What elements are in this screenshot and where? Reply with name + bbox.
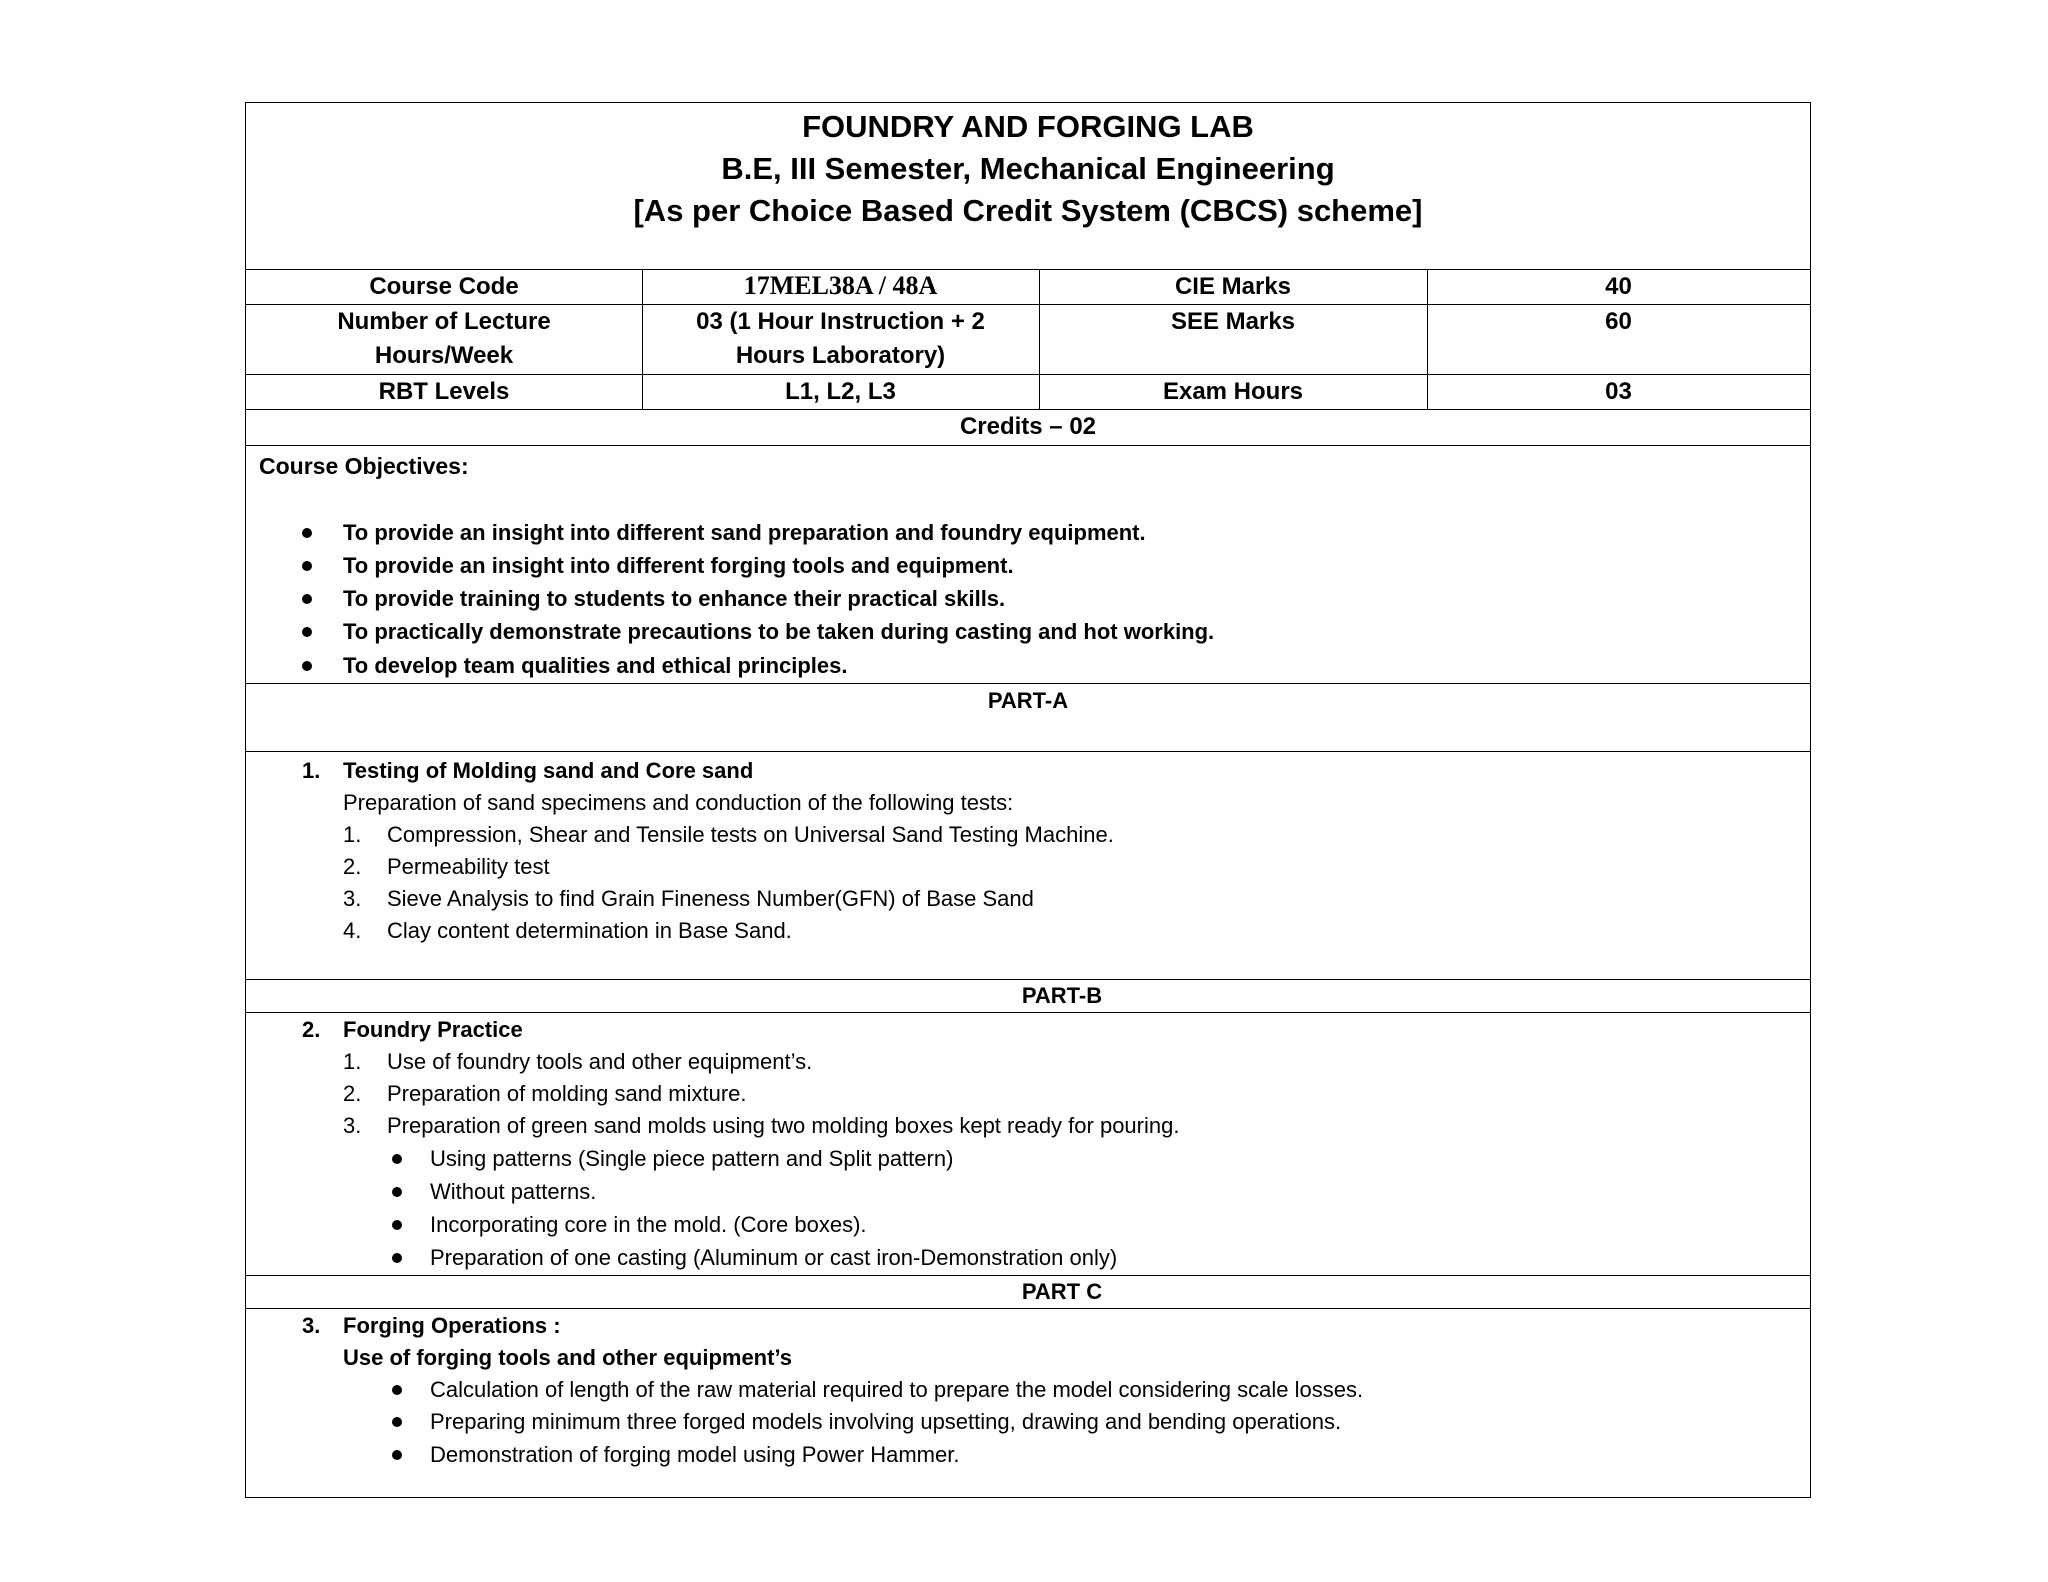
sub-item: Preparation of one casting (Aluminum or cast iron-Demonstration only) xyxy=(430,1245,1118,1270)
forging-item: Demonstration of forging model using Power Hammer. xyxy=(430,1442,960,1467)
lecture-hours-value-1: 03 (1 Hour Instruction + 2 xyxy=(696,308,985,335)
divider xyxy=(246,1275,1810,1276)
section-number: 1. xyxy=(302,758,321,783)
section-number: 3. xyxy=(302,1313,321,1338)
practice-item: Preparation of green sand molds using two molding boxes kept ready for pouring. xyxy=(387,1113,1180,1138)
test-item: Sieve Analysis to find Grain Fineness Number(GFN) of Base Sand xyxy=(387,886,1034,911)
divider xyxy=(246,751,1810,752)
bullet-icon xyxy=(392,1187,402,1197)
test-item: Permeability test xyxy=(387,854,550,879)
section-number: 2. xyxy=(302,1017,321,1042)
objectives-heading: Course Objectives: xyxy=(259,453,469,479)
objective-item: To provide training to students to enhance their practical skills. xyxy=(343,586,1006,611)
course-code-value: 17MEL38A / 48A xyxy=(743,271,938,300)
item-number: 4. xyxy=(343,918,362,943)
part-c-subheading: Use of forging tools and other equipment’s xyxy=(343,1345,792,1370)
syllabus-document xyxy=(245,102,1811,1498)
exam-hours-value: 03 xyxy=(1605,378,1632,405)
part-a-label: PART-A xyxy=(987,688,1069,713)
sub-item: Without patterns. xyxy=(430,1179,597,1204)
item-number: 3. xyxy=(343,1113,362,1138)
practice-item: Preparation of molding sand mixture. xyxy=(387,1081,747,1106)
objective-item: To provide an insight into different sand preparation and foundry equipment. xyxy=(343,520,1146,545)
lecture-hours-value-2: Hours Laboratory) xyxy=(735,342,946,369)
lecture-hours-label-2: Hours/Week xyxy=(374,342,514,369)
forging-item: Preparing minimum three forged models involving upsetting, drawing and bending operations. xyxy=(430,1409,1342,1434)
cie-marks-value: 40 xyxy=(1605,273,1632,300)
rbt-levels-label: RBT Levels xyxy=(378,378,510,405)
bullet-icon xyxy=(392,1385,402,1395)
objective-item: To provide an insight into different forging tools and equipment. xyxy=(343,553,1014,578)
bullet-icon xyxy=(392,1450,402,1460)
objective-item: To develop team qualities and ethical principles. xyxy=(343,653,848,678)
part-a-intro: Preparation of sand specimens and conduction of the following tests: xyxy=(343,790,1014,815)
course-code-label: Course Code xyxy=(369,273,519,300)
bullet-icon xyxy=(302,627,312,637)
forging-item: Calculation of length of the raw material required to prepare the model considering scale losses. xyxy=(430,1377,1364,1402)
bullet-icon xyxy=(302,528,312,538)
bullet-icon xyxy=(392,1253,402,1263)
bullet-icon xyxy=(392,1417,402,1427)
exam-hours-label: Exam Hours xyxy=(1162,378,1304,405)
part-b-label: PART-B xyxy=(1021,983,1103,1008)
see-marks-label: SEE Marks xyxy=(1170,308,1296,335)
part-c-heading: Forging Operations : xyxy=(343,1313,561,1338)
rbt-levels-value: L1, L2, L3 xyxy=(785,378,896,405)
cie-marks-label: CIE Marks xyxy=(1174,273,1292,300)
sub-item: Using patterns (Single piece pattern and Split pattern) xyxy=(430,1146,954,1171)
bullet-icon xyxy=(392,1154,402,1164)
divider xyxy=(246,445,1810,446)
test-item: Clay content determination in Base Sand. xyxy=(387,918,792,943)
bullet-icon xyxy=(302,561,312,571)
bullet-icon xyxy=(302,661,312,671)
item-number: 2. xyxy=(343,1081,362,1106)
practice-item: Use of foundry tools and other equipment’s. xyxy=(387,1049,813,1074)
item-number: 3. xyxy=(343,886,362,911)
course-title: FOUNDRY AND FORGING LAB xyxy=(802,109,1254,144)
bullet-icon xyxy=(302,594,312,604)
bullet-icon xyxy=(392,1220,402,1230)
divider xyxy=(246,1308,1810,1309)
part-c-label: PART C xyxy=(1021,1279,1103,1304)
item-number: 2. xyxy=(343,854,362,879)
sub-item: Incorporating core in the mold. (Core boxes). xyxy=(430,1212,867,1237)
item-number: 1. xyxy=(343,822,362,847)
lecture-hours-label-1: Number of Lecture xyxy=(337,308,551,335)
divider xyxy=(246,979,1810,980)
part-a-heading: Testing of Molding sand and Core sand xyxy=(343,758,754,783)
divider xyxy=(246,683,1810,684)
see-marks-value: 60 xyxy=(1605,308,1632,335)
test-item: Compression, Shear and Tensile tests on Universal Sand Testing Machine. xyxy=(387,822,1114,847)
credits: Credits – 02 xyxy=(959,413,1097,440)
objective-item: To practically demonstrate precautions to be taken during casting and hot working. xyxy=(343,619,1215,644)
course-subtitle: B.E, III Semester, Mechanical Engineering xyxy=(721,151,1335,186)
scheme-line: [As per Choice Based Credit System (CBCS) scheme] xyxy=(633,193,1423,228)
part-b-heading: Foundry Practice xyxy=(343,1017,523,1042)
divider xyxy=(246,1012,1810,1013)
item-number: 1. xyxy=(343,1049,362,1074)
